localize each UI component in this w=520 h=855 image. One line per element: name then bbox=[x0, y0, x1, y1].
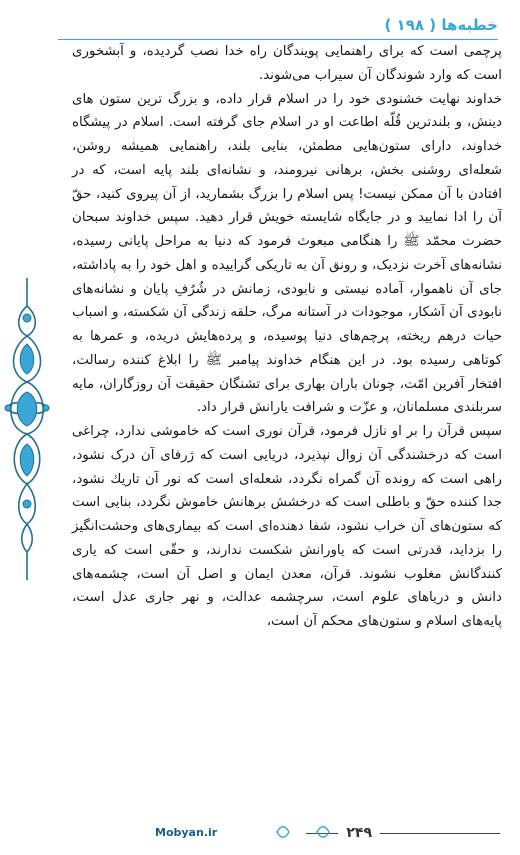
section-title: خطبه‌ها ( ۱۹۸ ) bbox=[384, 16, 498, 34]
footer-flourish-icon bbox=[275, 823, 291, 841]
page-footer bbox=[210, 822, 500, 844]
page-header bbox=[58, 8, 498, 34]
page-number: ۲۴۹ bbox=[346, 825, 372, 841]
body-text bbox=[72, 40, 502, 634]
watermark: Mobyan.ir bbox=[155, 826, 218, 839]
paragraph-3: سپس قرآن را بر او نازل فرمود، قرآن نوری است که خاموشی ندارد، چراغی است که درخشندگی آن زوال نپذیرد، دریایی است که ژرفای آن درک نشود، راهی است که رونده آن گمراه نگردد، شعله‌ای است که نور آن تاریك نشود، جدا کننده حقّ و باطلی است که درخشش برهانش خاموش نگردد، بنایی است که ستون‌های آن خراب نشود، شفا دهنده‌ای است که بیماری‌های وحشت‌انگیز را بزداید، قدرتی است که یاورانش شکست ندارند، و حقّی است که یاری کنندگانش مغلوب نشوند. قرآن، معدن ایمان و اصل آن است، چشمه‌های دانش و دریاهای علوم است، سرچشمه عدالت، و نهر جاری عدل است، پایه‌های اسلام و ستون‌های محکم آن است، bbox=[72, 424, 502, 629]
margin-ornament-icon bbox=[2, 278, 52, 580]
paragraph-1: پرچمی است که برای راهنمایی پویندگان راه خدا نصب گردیده، و آبشخوری است که وارد شوندگان آن سیراب می‌شوند. bbox=[72, 44, 502, 83]
footer-rule bbox=[380, 833, 500, 834]
paragraph-2: خداوند نهایت خشنودی خود را در اسلام قرار داده، و بزرگ ترین ستون های دینش، و بلندترین قُلّه اطاعت او در اسلام جای گرفته است. اسلام در پیشگاه خداوند، دارای ستون‌هایی مطمئن، بنایی بلند، راهنمایی همیشه روشن، شعله‌ای روشنی بخش، برهانی نیرومند، و نشانه‌ای بلند پایه است، که در افتادن با آن ممکن نیست! پس اسلام را بزرگ بشمارید، از آن پیروی کنید، حقّ آن را ادا نمایید و در جایگاه شایسته خویش قرار دهید. سپس خداوند سبحان حضرت محمّد ﷺ را هنگامی مبعوث فرمود که دنیا به مراحل پایانی رسیده، نشانه‌های آخرت نزدیک، و رونق آن به تاریکی گراییده و اهل خود را به پاداشته، جای آن ناهموار، آماده نیستی و نابودی، زمانش در شُرُفِ پایان و نشانه‌های نابودی آن آشکار، موجودات در آستانه مرگ، حلقه زندگی آن شکسته، و اسباب حیات درهم ریخته، پرچم‌های دنیا پوسیده، و پرده‌هایش دریده، و عمرها به کوتاهی رسیده بود. در این هنگام خداوند پیامبر ﷺ را ابلاغ کننده رسالت، افتخار آفرین امّت، چونان باران بهاری برای تشنگان حقیقت آن روزگاران، مایه سربلندی مسلمانان، و عزّت و شرافت یارانش قرار داد. bbox=[72, 91, 502, 416]
footer-flourish-icon bbox=[315, 823, 331, 841]
